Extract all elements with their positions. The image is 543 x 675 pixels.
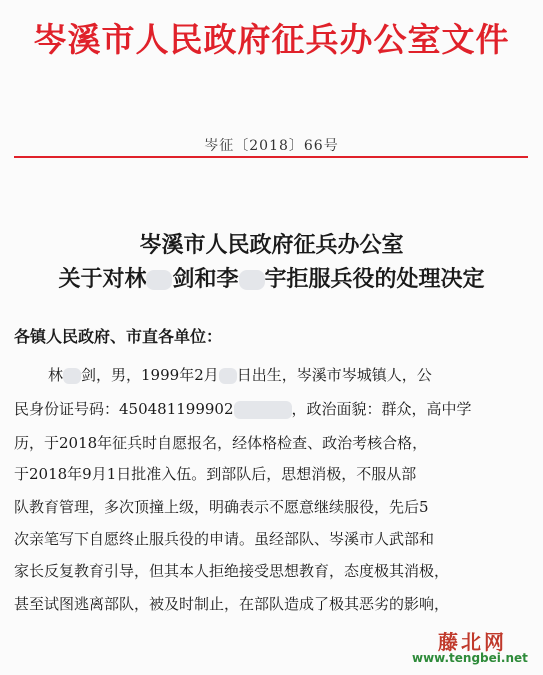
body-text: 林 xyxy=(48,366,64,384)
title-text-part-2: 剑和李 xyxy=(172,266,239,292)
title-text-part-3: 宇拒服兵役的处理决定 xyxy=(264,266,485,292)
body-line-2 xyxy=(14,398,529,419)
redaction-mask xyxy=(146,270,172,290)
document-header-title: 岑溪市人民政府征兵办公室文件 xyxy=(33,20,510,59)
document-number: 岑征〔2018〕66号 xyxy=(204,138,339,154)
body-line-4: 于2018年9月1日批准入伍。到部队后，思想消极，不服从部 xyxy=(14,465,417,483)
decision-title-line-1: 岑溪市人民政府征兵办公室 xyxy=(139,232,404,258)
body-text: ，政治面貌：群众，高中学 xyxy=(291,400,472,418)
watermark-url: www.tengbei.net xyxy=(412,651,528,665)
redaction-mask xyxy=(219,368,237,384)
watermark-logo-text: 藤北网 xyxy=(438,630,507,654)
redaction-mask xyxy=(234,401,292,419)
body-line-3: 历，于2018年征兵时自愿报名，经体格检查、政治考核合格， xyxy=(14,434,428,452)
decision-title-line-2 xyxy=(0,262,543,293)
salutation: 各镇人民政府、市直各单位： xyxy=(14,327,223,346)
body-line-6: 次亲笔写下自愿终止服兵役的申请。虽经部队、岑溪市人武部和 xyxy=(14,530,435,548)
body-text: 日出生，岑溪市岑城镇人，公 xyxy=(236,366,432,384)
redaction-mask xyxy=(239,270,265,290)
body-line-5: 队教育管理，多次顶撞上级，明确表示不愿意继续服役，先后5 xyxy=(14,498,429,516)
redaction-mask xyxy=(63,368,81,384)
body-line-7: 家长反复教育引导，但其本人拒绝接受思想教育，态度极其消极， xyxy=(14,562,450,580)
body-line-1 xyxy=(14,364,543,385)
title-text-part-1: 关于对林 xyxy=(58,266,147,292)
body-line-8: 甚至试图逃离部队，被及时制止，在部队造成了极其恶劣的影响， xyxy=(14,595,450,613)
body-text: 剑，男，1999年2月 xyxy=(81,366,219,384)
body-text: 民身份证号码：450481199902 xyxy=(14,400,234,418)
red-divider-line xyxy=(14,156,528,158)
